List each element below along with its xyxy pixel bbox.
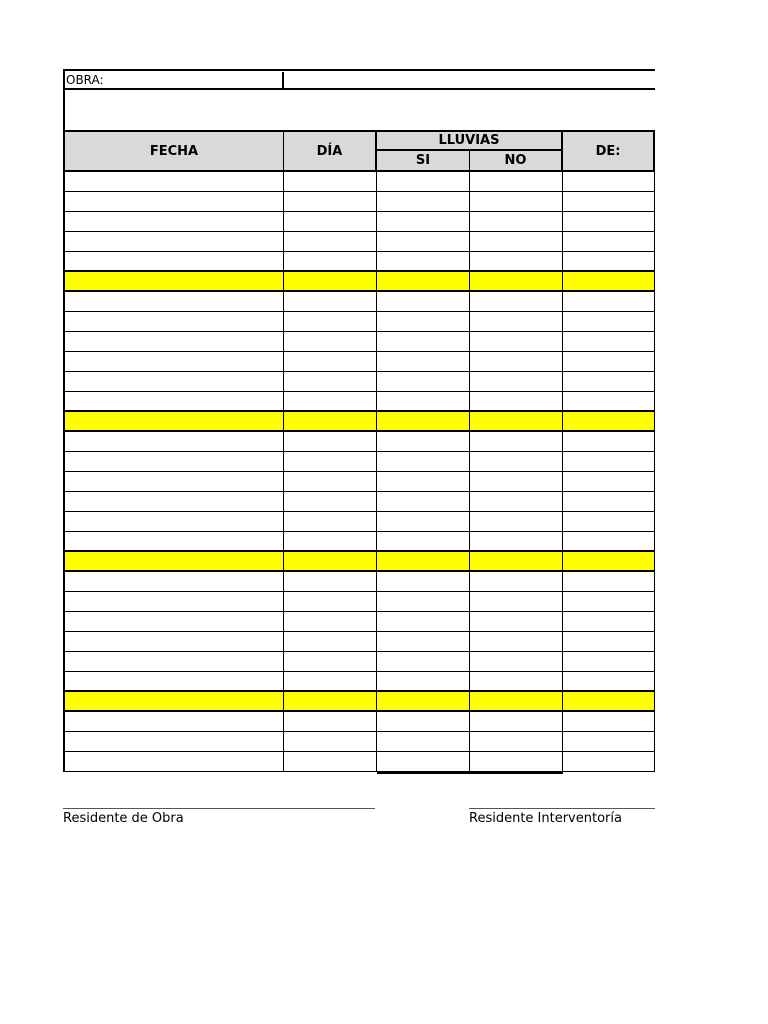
table-row [65, 192, 654, 212]
lluvias-bottom-border [377, 772, 563, 774]
cell-si[interactable] [377, 172, 470, 191]
table-row-highlight [65, 412, 654, 432]
cell-dia[interactable] [284, 352, 377, 371]
cell-si[interactable] [377, 512, 470, 531]
rain-log-sheet [63, 69, 655, 772]
table-row [65, 232, 654, 252]
cell-no[interactable] [470, 232, 563, 251]
table-row [65, 452, 654, 472]
table-row [65, 492, 654, 512]
cell-de[interactable] [563, 692, 654, 710]
cell-dia[interactable] [284, 432, 377, 451]
table-row [65, 212, 654, 232]
cell-fecha[interactable] [65, 392, 284, 410]
cell-fecha[interactable] [65, 572, 284, 591]
cell-dia[interactable] [284, 252, 377, 270]
cell-no[interactable] [470, 732, 563, 751]
cell-no[interactable] [470, 512, 563, 531]
cell-si[interactable] [377, 752, 470, 771]
table-row-highlight [65, 692, 654, 712]
signature-label: Residente Interventoría [469, 811, 622, 826]
cell-de[interactable] [563, 392, 654, 410]
cell-no[interactable] [470, 752, 563, 771]
cell-fecha[interactable] [65, 312, 284, 331]
cell-si[interactable] [377, 192, 470, 211]
cell-fecha[interactable] [65, 192, 284, 211]
cell-fecha[interactable] [65, 552, 284, 570]
cell-fecha[interactable] [65, 252, 284, 270]
cell-fecha[interactable] [65, 492, 284, 511]
header-no: NO [470, 151, 563, 170]
cell-de[interactable] [563, 472, 654, 491]
cell-dia[interactable] [284, 332, 377, 351]
cell-no[interactable] [470, 652, 563, 671]
cell-dia[interactable] [284, 392, 377, 410]
cell-de[interactable] [563, 492, 654, 511]
table-row [65, 372, 654, 392]
cell-no[interactable] [470, 432, 563, 451]
cell-si[interactable] [377, 372, 470, 391]
cell-no[interactable] [470, 252, 563, 270]
cell-fecha[interactable] [65, 672, 284, 690]
table-row [65, 252, 654, 272]
cell-no[interactable] [470, 172, 563, 191]
table-row-highlight [65, 272, 654, 292]
cell-no[interactable] [470, 472, 563, 491]
header-si: SI [377, 151, 470, 170]
cell-fecha[interactable] [65, 712, 284, 731]
cell-dia[interactable] [284, 632, 377, 651]
cell-fecha[interactable] [65, 332, 284, 351]
cell-fecha[interactable] [65, 352, 284, 371]
cell-no[interactable] [470, 712, 563, 731]
table-row [65, 292, 654, 312]
cell-de[interactable] [563, 372, 654, 391]
cell-fecha[interactable] [65, 592, 284, 611]
cell-no[interactable] [470, 492, 563, 511]
cell-si[interactable] [377, 412, 470, 430]
cell-si[interactable] [377, 232, 470, 251]
cell-de[interactable] [563, 412, 654, 430]
cell-fecha[interactable] [65, 212, 284, 231]
table-row [65, 572, 654, 592]
cell-si[interactable] [377, 212, 470, 231]
table-header [63, 130, 655, 172]
cell-fecha[interactable] [65, 692, 284, 710]
cell-dia[interactable] [284, 272, 377, 290]
cell-de[interactable] [563, 632, 654, 651]
cell-de[interactable] [563, 232, 654, 251]
cell-fecha[interactable] [65, 512, 284, 531]
table-row [65, 332, 654, 352]
table-row [65, 472, 654, 492]
cell-de[interactable] [563, 612, 654, 631]
cell-si[interactable] [377, 732, 470, 751]
cell-de[interactable] [563, 752, 654, 771]
cell-si[interactable] [377, 392, 470, 410]
cell-fecha[interactable] [65, 532, 284, 550]
cell-si[interactable] [377, 552, 470, 570]
cell-no[interactable] [470, 692, 563, 710]
cell-dia[interactable] [284, 752, 377, 771]
cell-de[interactable] [563, 552, 654, 570]
cell-dia[interactable] [284, 232, 377, 251]
cell-fecha[interactable] [65, 292, 284, 311]
cell-dia[interactable] [284, 412, 377, 430]
cell-de[interactable] [563, 292, 654, 311]
blank-spacer-row [63, 90, 655, 130]
cell-no[interactable] [470, 292, 563, 311]
cell-no[interactable] [470, 392, 563, 410]
cell-dia[interactable] [284, 212, 377, 231]
cell-dia[interactable] [284, 652, 377, 671]
cell-si[interactable] [377, 332, 470, 351]
table-row [65, 352, 654, 372]
cell-si[interactable] [377, 572, 470, 591]
cell-de[interactable] [563, 652, 654, 671]
cell-fecha[interactable] [65, 472, 284, 491]
cell-dia[interactable] [284, 492, 377, 511]
cell-de[interactable] [563, 212, 654, 231]
cell-si[interactable] [377, 492, 470, 511]
cell-no[interactable] [470, 212, 563, 231]
obra-value-field[interactable] [286, 72, 655, 89]
cell-fecha[interactable] [65, 652, 284, 671]
cell-dia[interactable] [284, 472, 377, 491]
header-lluvias: LLUVIAS [377, 132, 563, 151]
table-row [65, 392, 654, 412]
cell-no[interactable] [470, 332, 563, 351]
cell-no[interactable] [470, 612, 563, 631]
cell-de[interactable] [563, 532, 654, 550]
signature-residente-obra [63, 808, 375, 826]
cell-dia[interactable] [284, 672, 377, 690]
cell-dia[interactable] [284, 532, 377, 550]
cell-fecha[interactable] [65, 272, 284, 290]
cell-dia[interactable] [284, 552, 377, 570]
table-row [65, 532, 654, 552]
cell-fecha[interactable] [65, 452, 284, 471]
table-row [65, 432, 654, 452]
cell-fecha[interactable] [65, 432, 284, 451]
table-row [65, 512, 654, 532]
cell-de[interactable] [563, 712, 654, 731]
cell-no[interactable] [470, 272, 563, 290]
cell-fecha[interactable] [65, 612, 284, 631]
cell-dia[interactable] [284, 192, 377, 211]
cell-si[interactable] [377, 292, 470, 311]
cell-dia[interactable] [284, 292, 377, 311]
cell-no[interactable] [470, 592, 563, 611]
cell-si[interactable] [377, 252, 470, 270]
cell-no[interactable] [470, 532, 563, 550]
cell-no[interactable] [470, 632, 563, 651]
cell-de[interactable] [563, 452, 654, 471]
table-row [65, 752, 654, 772]
cell-fecha[interactable] [65, 372, 284, 391]
cell-de[interactable] [563, 592, 654, 611]
table-row [65, 732, 654, 752]
signature-residente-interventoria [469, 808, 655, 826]
cell-no[interactable] [470, 372, 563, 391]
cell-dia[interactable] [284, 612, 377, 631]
table-row [65, 632, 654, 652]
cell-de[interactable] [563, 172, 654, 191]
cell-si[interactable] [377, 632, 470, 651]
cell-de[interactable] [563, 332, 654, 351]
obra-row [63, 69, 655, 90]
cell-dia[interactable] [284, 512, 377, 531]
cell-dia[interactable] [284, 452, 377, 471]
cell-de[interactable] [563, 432, 654, 451]
table-row-highlight [65, 552, 654, 572]
cell-dia[interactable] [284, 732, 377, 751]
cell-no[interactable] [470, 312, 563, 331]
cell-si[interactable] [377, 612, 470, 631]
cell-dia[interactable] [284, 572, 377, 591]
cell-dia[interactable] [284, 592, 377, 611]
cell-si[interactable] [377, 592, 470, 611]
cell-fecha[interactable] [65, 732, 284, 751]
cell-dia[interactable] [284, 712, 377, 731]
cell-fecha[interactable] [65, 172, 284, 191]
cell-de[interactable] [563, 252, 654, 270]
table-row [65, 612, 654, 632]
cell-si[interactable] [377, 312, 470, 331]
table-row [65, 172, 654, 192]
cell-si[interactable] [377, 712, 470, 731]
cell-de[interactable] [563, 572, 654, 591]
cell-si[interactable] [377, 672, 470, 690]
table-row [65, 672, 654, 692]
cell-si[interactable] [377, 472, 470, 491]
table-row [65, 592, 654, 612]
cell-de[interactable] [563, 272, 654, 290]
cell-fecha[interactable] [65, 752, 284, 771]
cell-no[interactable] [470, 412, 563, 430]
cell-si[interactable] [377, 692, 470, 710]
cell-dia[interactable] [284, 172, 377, 191]
cell-si[interactable] [377, 652, 470, 671]
cell-fecha[interactable] [65, 232, 284, 251]
cell-si[interactable] [377, 532, 470, 550]
obra-label: OBRA: [65, 72, 284, 89]
cell-si[interactable] [377, 452, 470, 471]
cell-si[interactable] [377, 432, 470, 451]
header-de: DE: [595, 143, 621, 159]
signature-label: Residente de Obra [63, 811, 184, 826]
cell-de[interactable] [563, 352, 654, 371]
cell-de[interactable] [563, 732, 654, 751]
cell-fecha[interactable] [65, 412, 284, 430]
cell-no[interactable] [470, 192, 563, 211]
table-row [65, 652, 654, 672]
cell-de[interactable] [563, 192, 654, 211]
cell-si[interactable] [377, 352, 470, 371]
cell-si[interactable] [377, 272, 470, 290]
cell-de[interactable] [563, 512, 654, 531]
cell-no[interactable] [470, 352, 563, 371]
cell-dia[interactable] [284, 312, 377, 331]
cell-no[interactable] [470, 672, 563, 690]
cell-no[interactable] [470, 572, 563, 591]
cell-dia[interactable] [284, 692, 377, 710]
cell-no[interactable] [470, 552, 563, 570]
cell-fecha[interactable] [65, 632, 284, 651]
table-row [65, 712, 654, 732]
cell-de[interactable] [563, 312, 654, 331]
header-dia: DÍA [284, 132, 377, 170]
header-fecha: FECHA [65, 132, 284, 170]
cell-de[interactable] [563, 672, 654, 690]
cell-dia[interactable] [284, 372, 377, 391]
table-row [65, 312, 654, 332]
cell-no[interactable] [470, 452, 563, 471]
table-body [63, 172, 655, 772]
